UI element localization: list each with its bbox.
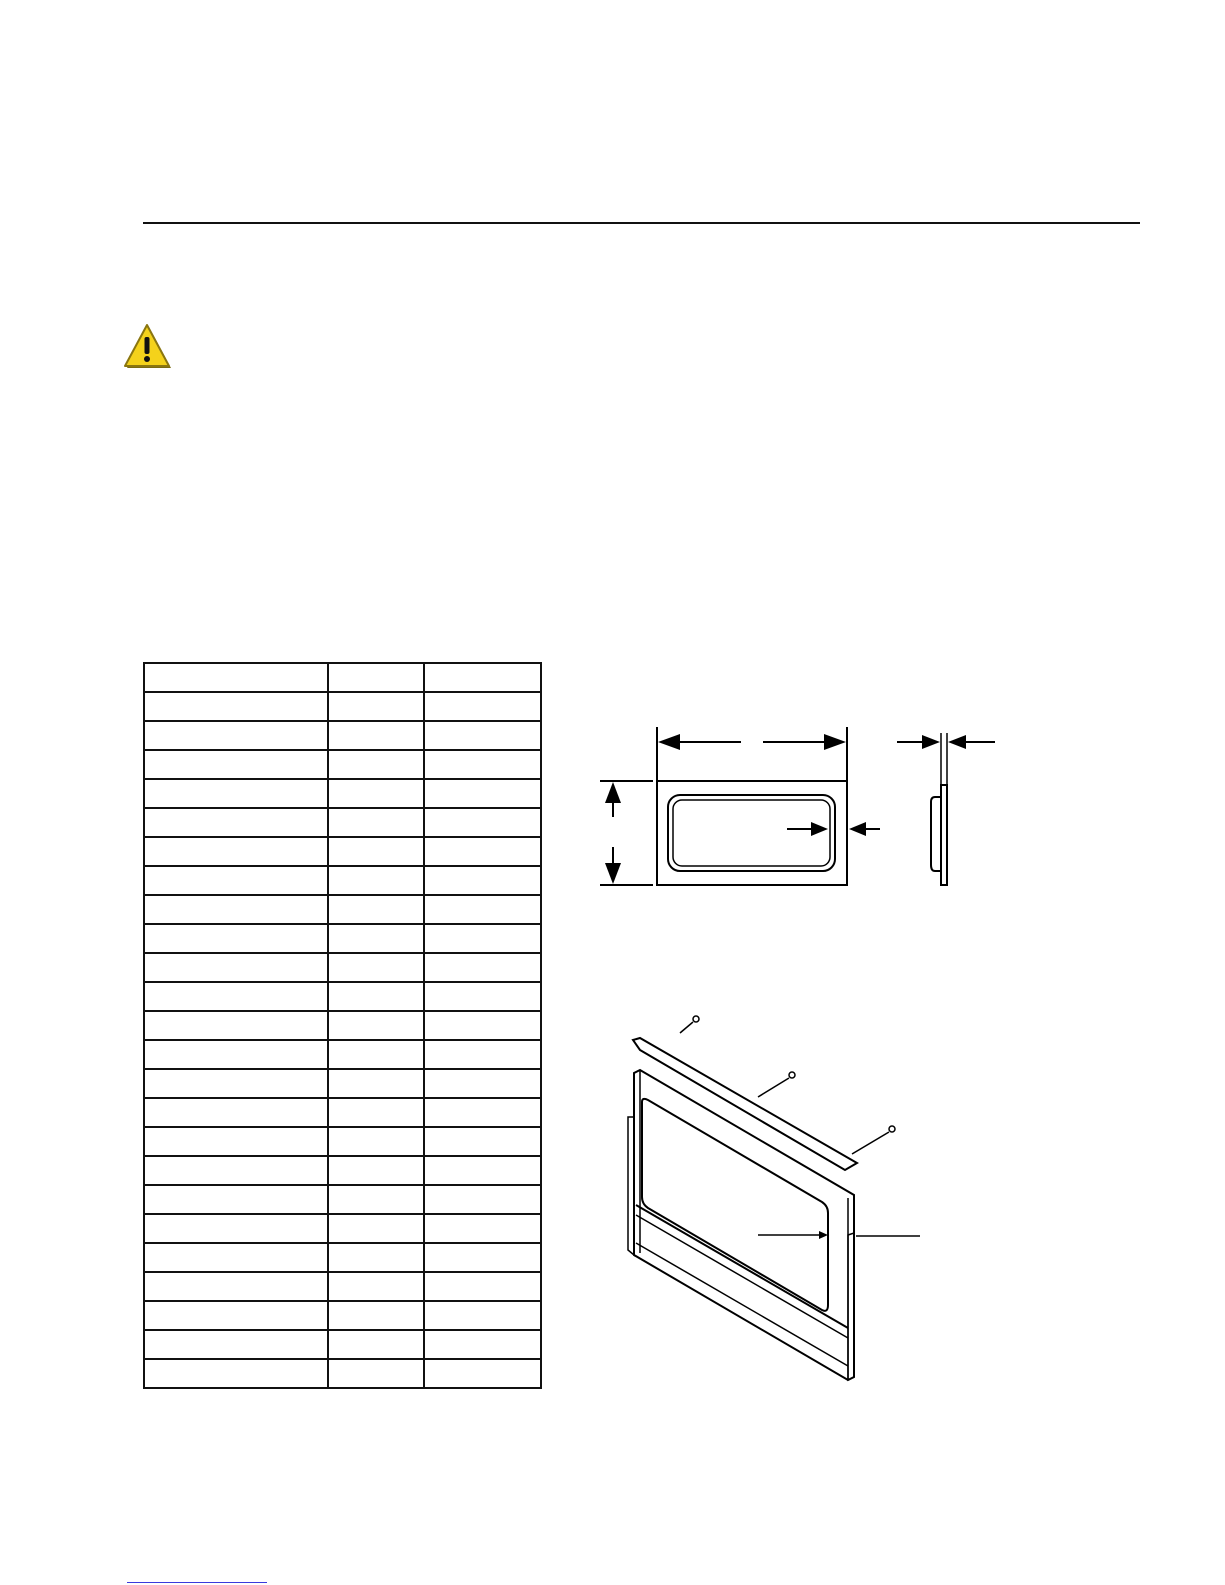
- table-cell: [144, 837, 328, 866]
- table-cell: [144, 1243, 328, 1272]
- table-cell: [424, 750, 541, 779]
- table-cell: [424, 692, 541, 721]
- table-cell: [144, 1359, 328, 1388]
- table-cell: [144, 924, 328, 953]
- table-cell: [424, 721, 541, 750]
- table-cell: [144, 1156, 328, 1185]
- table-cell: [328, 779, 424, 808]
- table-cell: [424, 837, 541, 866]
- header-rule: [143, 222, 1140, 224]
- table-cell: [328, 808, 424, 837]
- table-cell: [424, 924, 541, 953]
- table-cell: [328, 866, 424, 895]
- table-cell: [144, 1098, 328, 1127]
- table-cell: [144, 1272, 328, 1301]
- table-cell: [424, 1214, 541, 1243]
- table-cell: [424, 1272, 541, 1301]
- table-cell: [328, 1069, 424, 1098]
- table-row: [144, 1011, 541, 1040]
- table-cell: [424, 1069, 541, 1098]
- table-cell: [144, 1011, 328, 1040]
- table-row: [144, 1301, 541, 1330]
- table-cell: [328, 1359, 424, 1388]
- table-cell: [424, 1156, 541, 1185]
- table-cell: [144, 1127, 328, 1156]
- table-cell: [144, 1040, 328, 1069]
- table-cell: [328, 895, 424, 924]
- table-cell: [144, 982, 328, 1011]
- table-row: [144, 808, 541, 837]
- table-row: [144, 1330, 541, 1359]
- table-cell: [144, 750, 328, 779]
- table-cell: [328, 1127, 424, 1156]
- table-cell: [424, 808, 541, 837]
- table-cell: [144, 692, 328, 721]
- table-cell: [424, 982, 541, 1011]
- table-cell: [328, 1214, 424, 1243]
- table-cell: [424, 1098, 541, 1127]
- table-cell: [328, 692, 424, 721]
- table-cell: [328, 750, 424, 779]
- table-cell: [144, 895, 328, 924]
- table-cell: [424, 1243, 541, 1272]
- table-cell: [144, 1214, 328, 1243]
- table-cell: [328, 953, 424, 982]
- table-row: [144, 1127, 541, 1156]
- table-cell: [328, 1185, 424, 1214]
- table-row: [144, 866, 541, 895]
- table-row: [144, 982, 541, 1011]
- table-cell: [424, 1127, 541, 1156]
- table-cell: [328, 924, 424, 953]
- table-cell: [144, 808, 328, 837]
- table-row: [144, 721, 541, 750]
- table-cell: [328, 1301, 424, 1330]
- table-cell: [424, 953, 541, 982]
- door-assembly-diagram: [600, 1005, 940, 1395]
- table-cell: [144, 866, 328, 895]
- table-cell: [328, 1098, 424, 1127]
- table-row: [144, 895, 541, 924]
- table-cell: [328, 1272, 424, 1301]
- table-row: [144, 1359, 541, 1388]
- table-row: [144, 1185, 541, 1214]
- table-cell: [144, 1185, 328, 1214]
- table-cell: [144, 953, 328, 982]
- table-cell: [328, 1011, 424, 1040]
- table-row: [144, 779, 541, 808]
- table-row: [144, 1098, 541, 1127]
- table-row: [144, 1243, 541, 1272]
- table-cell: [328, 837, 424, 866]
- footer-link-rule: [127, 1582, 267, 1583]
- table-cell: [424, 1301, 541, 1330]
- table-row: [144, 663, 541, 692]
- table-cell: [424, 1185, 541, 1214]
- table-row: [144, 1040, 541, 1069]
- table-row: [144, 692, 541, 721]
- table-cell: [424, 866, 541, 895]
- table-cell: [328, 982, 424, 1011]
- table-row: [144, 953, 541, 982]
- table-row: [144, 750, 541, 779]
- table-cell: [144, 663, 328, 692]
- table-cell: [424, 1330, 541, 1359]
- table-cell: [328, 1040, 424, 1069]
- window-dimensions-diagram: [595, 705, 1025, 910]
- table-row: [144, 1156, 541, 1185]
- table-cell: [328, 1243, 424, 1272]
- warning-triangle-icon: [122, 322, 172, 370]
- table-cell: [424, 1359, 541, 1388]
- table-cell: [328, 721, 424, 750]
- table-row: [144, 837, 541, 866]
- table-cell: [328, 1330, 424, 1359]
- table-cell: [424, 779, 541, 808]
- table-cell: [424, 1040, 541, 1069]
- table-cell: [144, 1330, 328, 1359]
- table-cell: [424, 663, 541, 692]
- table-cell: [144, 721, 328, 750]
- table-cell: [328, 1156, 424, 1185]
- table-row: [144, 1214, 541, 1243]
- table-row: [144, 1069, 541, 1098]
- table-row: [144, 924, 541, 953]
- table-row: [144, 1272, 541, 1301]
- table-cell: [144, 1301, 328, 1330]
- table-cell: [144, 779, 328, 808]
- table-cell: [144, 1069, 328, 1098]
- spec-table: [143, 662, 542, 1389]
- table-cell: [424, 895, 541, 924]
- table-cell: [424, 1011, 541, 1040]
- table-cell: [328, 663, 424, 692]
